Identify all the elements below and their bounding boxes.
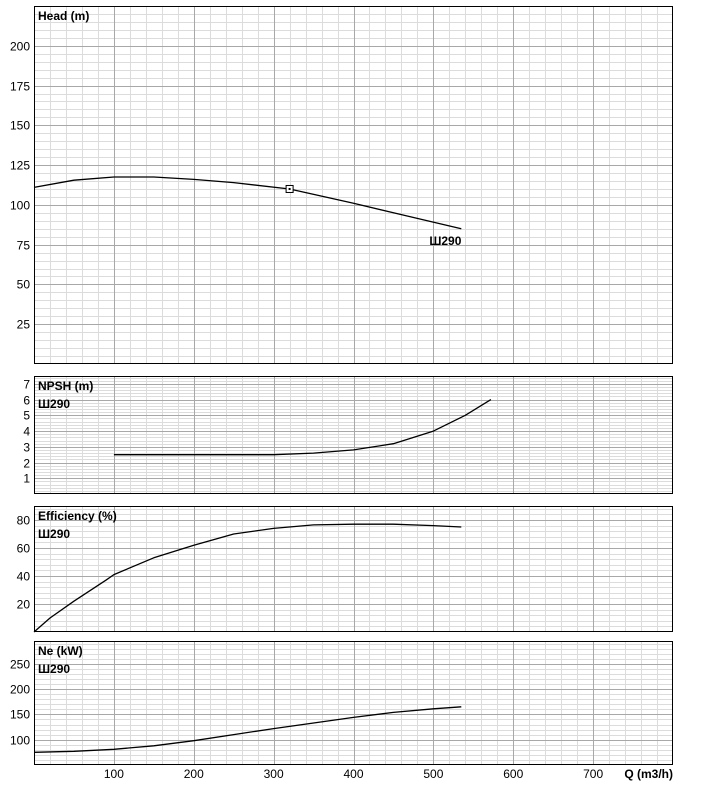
panel-eff [17,506,673,632]
panel-title: NPSH (m) [38,379,94,393]
y-tick-label: 6 [23,393,30,408]
x-tick-label: 100 [103,767,124,781]
y-tick-label: 25 [16,317,30,332]
panel-power [10,641,673,765]
panel-npsh [23,376,673,494]
y-tick-label: 20 [16,597,30,612]
x-tick-label: 600 [503,767,524,781]
series-label: Ш290 [38,397,71,411]
panel-title: Efficiency (%) [38,509,117,523]
y-tick-label: 100 [9,733,30,748]
y-tick-label: 200 [9,39,30,54]
y-tick-label: 50 [16,277,30,292]
y-tick-label: 1 [23,471,30,486]
y-tick-label: 3 [23,440,30,455]
y-tick-label: 2 [23,456,30,471]
series-label: Ш290 [38,662,71,676]
panel-title: Head (m) [38,9,90,23]
y-tick-label: 80 [16,513,30,528]
panel-title: Ne (kW) [38,644,83,658]
y-tick-label: 40 [16,569,30,584]
y-tick-label: 75 [16,238,30,253]
series-label: Ш290 [429,233,462,248]
y-tick-label: 150 [9,707,30,722]
y-tick-label: 125 [9,158,30,173]
y-tick-label: 7 [23,377,30,392]
y-tick-label: 200 [9,682,30,697]
y-tick-label: 100 [9,198,30,213]
y-tick-label: 150 [9,118,30,133]
x-tick-label: 300 [263,767,284,781]
series-label: Ш290 [38,527,71,541]
x-tick-label: 700 [583,767,604,781]
y-tick-label: 175 [9,79,30,94]
y-tick-label: 4 [23,424,30,439]
x-tick-label: 400 [343,767,364,781]
y-tick-label: 250 [9,657,30,672]
y-tick-label: 60 [16,541,30,556]
x-tick-label: 500 [423,767,444,781]
panel-head [10,6,673,364]
x-axis-label: Q (m3/h) [624,767,673,781]
x-tick-label: 200 [183,767,204,781]
y-tick-label: 5 [23,408,30,423]
operating-point-dot [289,188,291,190]
